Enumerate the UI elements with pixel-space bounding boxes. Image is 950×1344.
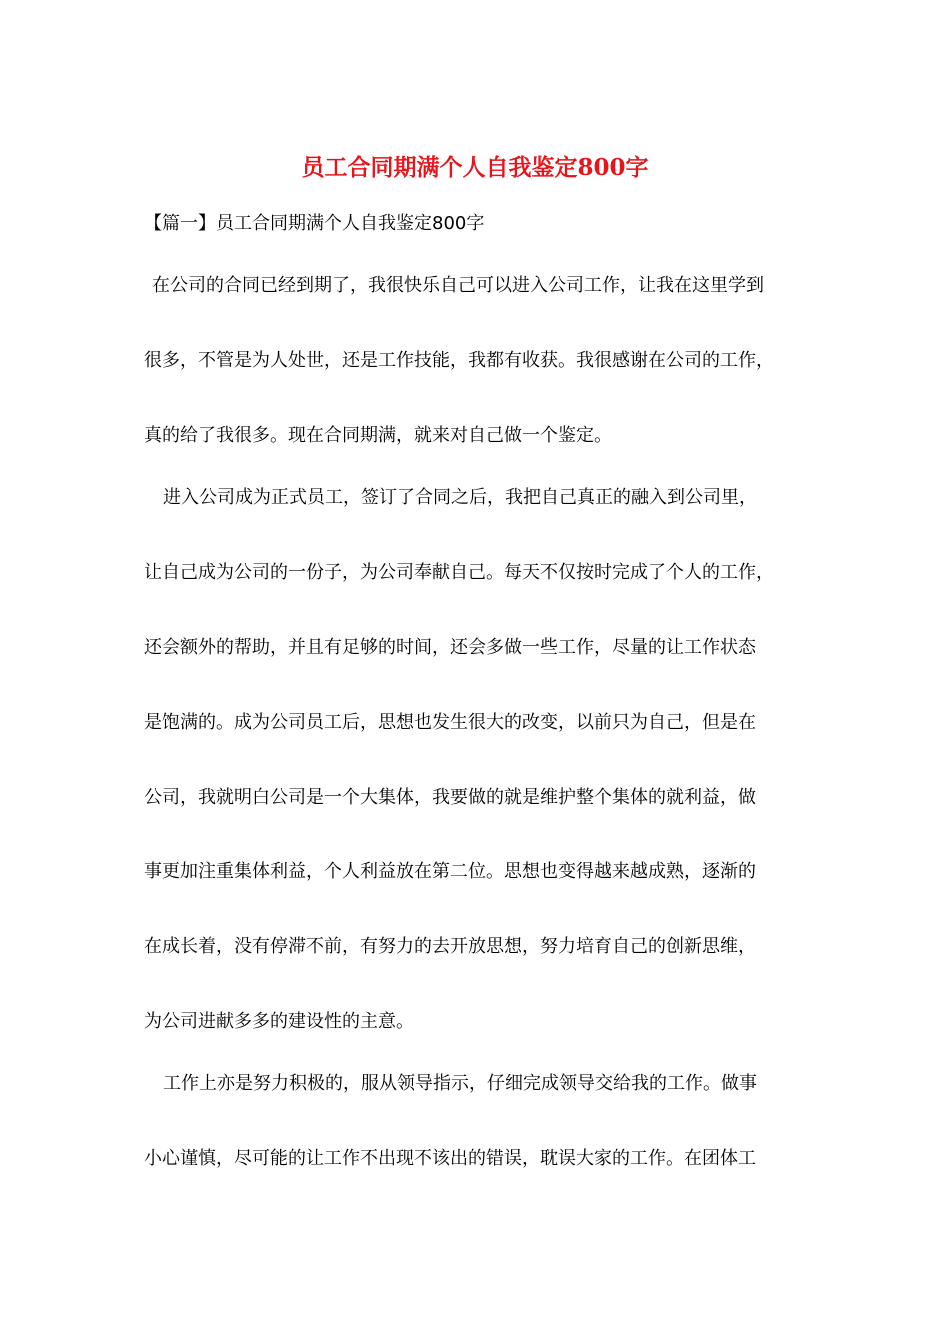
paragraph-line: 事更加注重集体利益，个人利益放在第二位。思想也变得越来越成熟，逐渐的 (144, 861, 756, 882)
document-title: 员工合同期满个人自我鉴定800字 (301, 154, 649, 181)
paragraph-line: 让自己成为公司的一份子，为公司奉献自己。每天不仅按时完成了个人的工作， (144, 562, 774, 583)
paragraph-line: 在公司的合同已经到期了，我很快乐自己可以进入公司工作，让我在这里学到 (152, 275, 764, 296)
paragraph-line: 小心谨慎，尽可能的让工作不出现不该出的错误，耽误大家的工作。在团体工 (144, 1148, 756, 1169)
section-heading: 【篇一】员工合同期满个人自我鉴定800字 (144, 213, 485, 234)
paragraph-line: 真的给了我很多。现在合同期满，就来对自己做一个鉴定。 (144, 425, 612, 446)
paragraph-line: 为公司进献多多的建设性的主意。 (144, 1011, 414, 1032)
paragraph-line: 公司，我就明白公司是一个大集体，我要做的就是维护整个集体的就利益，做 (144, 787, 756, 808)
paragraph-line: 还会额外的帮助，并且有足够的时间，还会多做一些工作，尽量的让工作状态 (144, 637, 756, 658)
paragraph-line: 是饱满的。成为公司员工后，思想也发生很大的改变，以前只为自己，但是在 (144, 712, 756, 733)
paragraph-line: 工作上亦是努力积极的，服从领导指示，仔细完成领导交给我的工作。做事 (163, 1073, 757, 1094)
paragraph-line: 很多，不管是为人处世，还是工作技能，我都有收获。我很感谢在公司的工作， (144, 350, 774, 371)
paragraph-line: 在成长着，没有停滞不前，有努力的去开放思想，努力培育自己的创新思维， (144, 936, 756, 957)
paragraph-line: 进入公司成为正式员工，签订了合同之后，我把自己真正的融入到公司里， (163, 487, 757, 508)
